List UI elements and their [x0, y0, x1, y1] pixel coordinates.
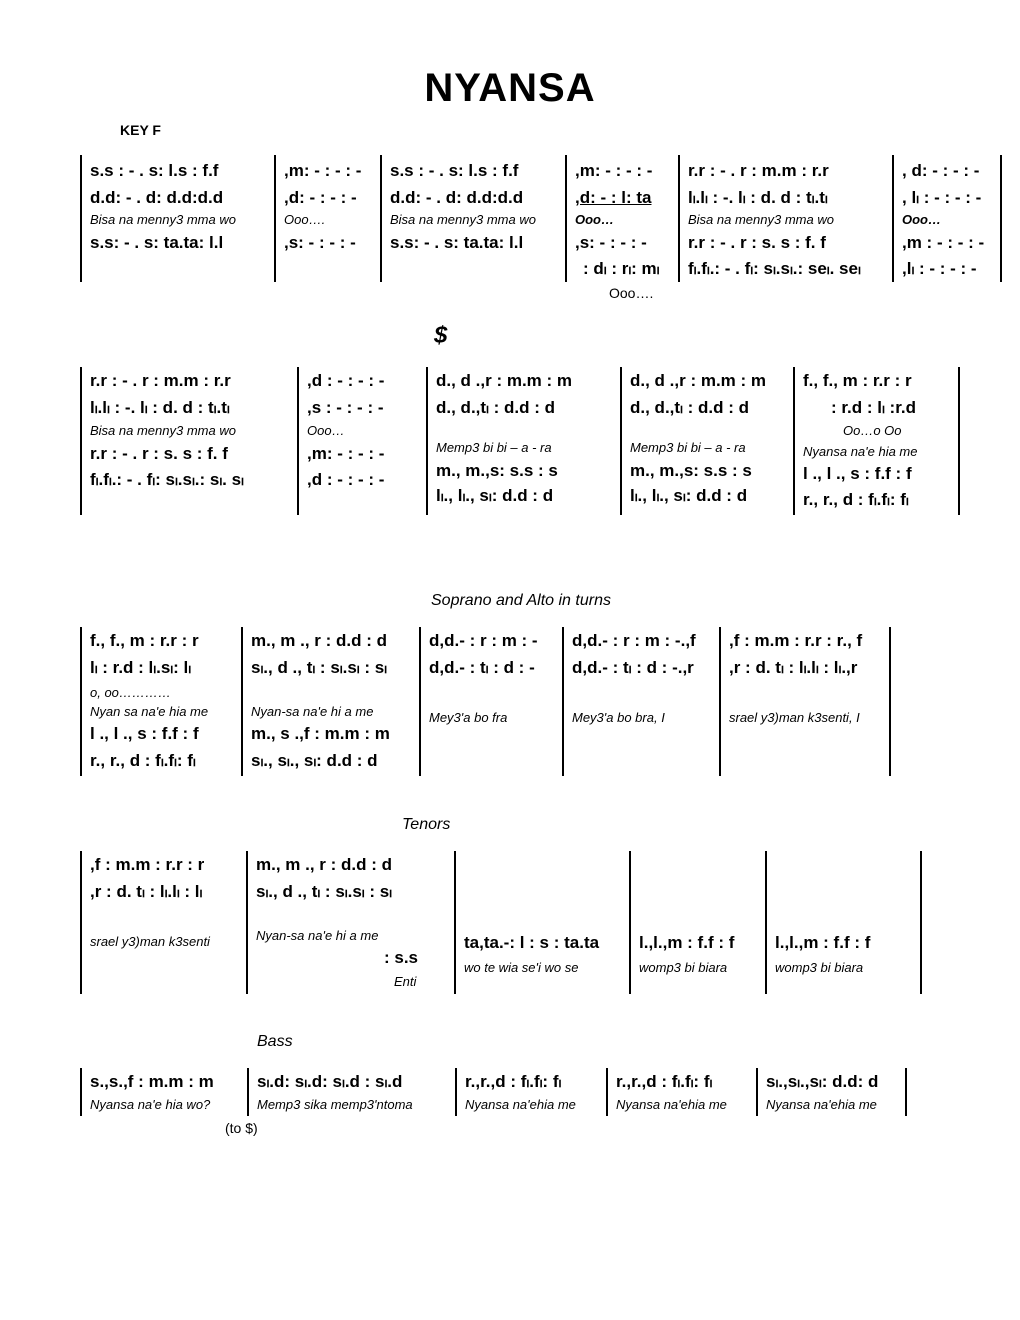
key-signature: KEY F [120, 122, 161, 138]
measure [562, 627, 719, 776]
lyric-line: Memp3 bi bi – a - ra [436, 440, 552, 455]
measure [274, 155, 380, 282]
lyric-line: o, oo………… [90, 685, 171, 700]
measure [80, 367, 297, 515]
lyric-line: Nyan sa na'e hia me [90, 704, 209, 719]
lyric-line: Mey3'a bo fra [429, 710, 508, 725]
measure [297, 367, 426, 515]
solfa-line: l ., l ., s : f.f : f [803, 464, 912, 483]
solfa-line: d., d .,r : m.m : m [436, 371, 573, 390]
section-label-soprano-alto: Soprano and Alto in turns [431, 592, 611, 609]
solfa-line: m., m ., r : d.d : d [256, 855, 392, 874]
solfa-line: d,d.- : tₗ : d : -.,r [572, 658, 694, 677]
solfa-line: lₗ., lₗ., sₗ: d.d : d [436, 486, 554, 505]
lyric-line: Nyansa na'ehia me [766, 1097, 877, 1112]
lyric-line: womp3 bi biara [775, 960, 864, 975]
solfa-line: , lₗ : - : - : - [902, 188, 982, 207]
measure [606, 1068, 756, 1116]
solfa-line: ,lₗ : - : - : - [902, 259, 977, 278]
solfa-line: d., d .,r : m.m : m [630, 371, 767, 390]
solfa-line: s.s : - . s: l.s : f.f [90, 161, 219, 180]
solfa-line: d,d.- : r : m : -.,f [572, 631, 696, 650]
solfa-line: lₗ.lₗ : -. lₗ : d. d : tₗ.tₗ [90, 398, 230, 417]
measure [247, 1068, 455, 1116]
solfa-line: r.r : - . r : s. s : f. f [688, 233, 826, 252]
lyric-line: Oo…o Oo [843, 423, 902, 438]
solfa-line: ,s: - : - : - [575, 233, 647, 252]
solfa-line: : s.s [384, 948, 419, 967]
measure [756, 1068, 907, 1116]
segno-sign: $ [434, 322, 448, 349]
solfa-line: ,d: - : - : - [284, 188, 357, 207]
solfa-line: ,m: - : - : - [284, 161, 362, 180]
solfa-line: ,m : - : - : - [902, 233, 985, 252]
solfa-line: sₗ., d ., tₗ : sₗ.sₗ : sₗ [251, 658, 387, 677]
solfa-line: ,f : m.m : r.r : r., f [729, 631, 863, 650]
lyric-line: wo te wia se'i wo se [464, 960, 579, 975]
solfa-line: lₗ : r.d : lₗ.sₗ: lₗ [90, 658, 192, 677]
solfa-line: : r.d : lₗ :r.d [831, 398, 916, 417]
to-segno-marker: (to $) [225, 1120, 258, 1136]
lyric-line: Ooo… [902, 212, 941, 227]
solfa-line: ,f : m.m : r.r : r [90, 855, 205, 874]
lyric-line: womp3 bi biara [639, 960, 728, 975]
lyric-line: srael y3)man k3senti, I [729, 710, 860, 725]
lyric-line: Bisa na menny3 mma wo [688, 212, 834, 227]
solfa-line: r.r : - . r : m.m : r.r [688, 161, 829, 180]
solfa-line: m., s .,f : m.m : m [251, 724, 390, 743]
measure [678, 155, 892, 282]
solfa-line: d.d: - . d: d.d:d.d [390, 188, 524, 207]
solfa-line: s.s : - . s: l.s : f.f [390, 161, 519, 180]
lyric-line: Ooo… [307, 423, 345, 438]
measure [454, 851, 629, 994]
lyric-line: Nyansa na'e hia wo? [90, 1097, 211, 1112]
solfa-line: sₗ., d ., tₗ : sₗ.sₗ : sₗ [256, 882, 392, 901]
solfa-line: d,d.- : tₗ : d : - [429, 658, 535, 677]
solfa-line: sₗ., sₗ., sₗ: d.d : d [251, 751, 378, 770]
solfa-line: m., m.,s: s.s : s [436, 461, 558, 480]
lyric-line: Bisa na menny3 mma wo [390, 212, 536, 227]
lyric-line: Memp3 bi bi – a - ra [630, 440, 746, 455]
lyric-line: Nyansa na'ehia me [465, 1097, 576, 1112]
solfa-line: ,d : - : - : - [307, 371, 385, 390]
measure [565, 155, 678, 301]
solfa-line: , d: - : - : - [902, 161, 980, 180]
measure [793, 367, 960, 515]
lyric-line: Bisa na menny3 mma wo [90, 423, 236, 438]
measure [380, 155, 565, 282]
solfa-line: sₗ.,sₗ.,sₗ: d.d: d [766, 1072, 879, 1091]
lyric-line: Ooo…. [609, 285, 654, 301]
lyric-line: Enti [394, 974, 417, 989]
lyric-line: Ooo…. [284, 212, 326, 227]
solfa-line: m., m.,s: s.s : s [630, 461, 752, 480]
measure [629, 851, 765, 994]
measure [455, 1068, 606, 1116]
lyric-line: srael y3)man k3senti [90, 934, 210, 949]
solfa-line: sₗ.d: sₗ.d: sₗ.d : sₗ.d [257, 1072, 403, 1091]
measure [80, 1068, 247, 1116]
solfa-line: d., d.,tₗ : d.d : d [436, 398, 555, 417]
lyric-line: Nyansa na'ehia me [616, 1097, 727, 1112]
measure [719, 627, 891, 776]
section-label-tenors: Tenors [402, 816, 451, 833]
measure [246, 851, 454, 994]
measure [241, 627, 419, 776]
solfa-line: r.,r.,d : fₗ.fₗ: fₗ [616, 1072, 713, 1091]
measure [80, 627, 241, 776]
solfa-line: m., m ., r : d.d : d [251, 631, 387, 650]
solfa-line: ,s: - : - : - [284, 233, 356, 252]
measure [80, 155, 274, 282]
solfa-line: fₗ.fₗ.: - . fₗ: sₗ.sₗ.: seₗ. seₗ [688, 259, 861, 278]
lyric-line: Memp3 sika memp3'ntoma [257, 1097, 413, 1112]
solfa-line: fₗ.fₗ.: - . fₗ: sₗ.sₗ.: sₗ. sₗ [90, 470, 244, 489]
solfa-line: f., f., m : r.r : r [90, 631, 199, 650]
solfa-line: l ., l ., s : f.f : f [90, 724, 199, 743]
lyric-line: Nyan-sa na'e hi a me [256, 928, 379, 943]
measure [426, 367, 620, 515]
solfa-line: ,m: - : - : - [575, 161, 653, 180]
solfa-line: d., d.,tₗ : d.d : d [630, 398, 749, 417]
solfa-line: ,d : - : - : - [307, 470, 385, 489]
solfa-line: lₗ.lₗ : -. lₗ : d. d : tₗ.tₗ [688, 188, 828, 207]
solfa-line: l.,l.,m : f.f : f [775, 933, 871, 952]
solfa-line: s.s: - . s: ta.ta: l.l [90, 233, 224, 252]
solfa-line: ,r : d. tₗ : lₗ.lₗ : lₗ [90, 882, 203, 901]
solfa-line: ,m: - : - : - [307, 444, 385, 463]
lyric-line: Nyan-sa na'e hi a me [251, 704, 374, 719]
solfa-line: l.,l.,m : f.f : f [639, 933, 735, 952]
measure [80, 851, 246, 994]
solfa-line: d.d: - . d: d.d:d.d [90, 188, 224, 207]
solfa-line: ,r : d. tₗ : lₗ.lₗ : lₗ.,r [729, 658, 858, 677]
page-title: NYANSA [424, 66, 596, 110]
solfa-line: r.r : - . r : s. s : f. f [90, 444, 228, 463]
solfa-line: r.,r.,d : fₗ.fₗ: fₗ [465, 1072, 562, 1091]
solfa-line: d,d.- : r : m : - [429, 631, 538, 650]
measure [620, 367, 793, 515]
solfa-line: : dₗ : rₗ: mₗ [583, 259, 660, 278]
section-label-bass: Bass [257, 1033, 293, 1050]
measure [892, 155, 1002, 282]
measure [419, 627, 562, 776]
measure [765, 851, 922, 994]
solfa-line: ta,ta.-: l : s : ta.ta [464, 933, 600, 952]
solfa-line: ,s : - : - : - [307, 398, 384, 417]
lyric-line: Ooo… [575, 212, 614, 227]
lyric-line: Mey3'a bo bra, I [572, 710, 665, 725]
solfa-line: s.s: - . s: ta.ta: l.l [390, 233, 524, 252]
lyric-line: Bisa na menny3 mma wo [90, 212, 236, 227]
solfa-line: f., f., m : r.r : r [803, 371, 912, 390]
solfa-line: ,d: - : l: ta [575, 188, 652, 207]
solfa-line: r., r., d : fₗ.fₗ: fₗ [90, 751, 196, 770]
solfa-line: r.r : - . r : m.m : r.r [90, 371, 231, 390]
solfa-line: s.,s.,f : m.m : m [90, 1072, 214, 1091]
solfa-line: lₗ., lₗ., sₗ: d.d : d [630, 486, 748, 505]
solfa-line: r., r., d : fₗ.fₗ: fₗ [803, 490, 909, 509]
lyric-line: Nyansa na'e hia me [803, 444, 918, 459]
